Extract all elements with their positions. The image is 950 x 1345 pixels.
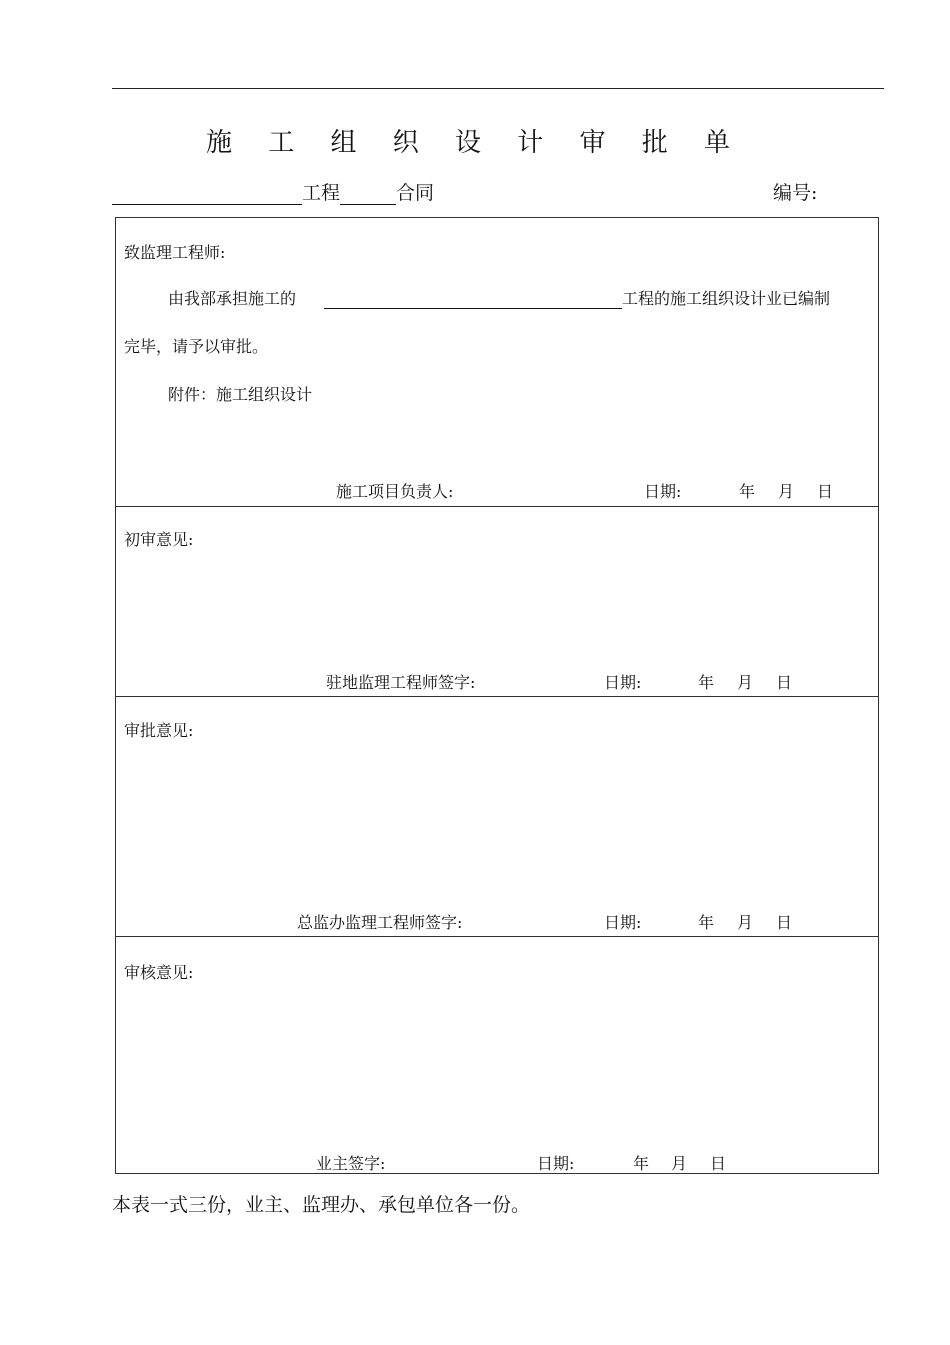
form-title: 施 工 组 织 设 计 审 批 单: [205, 128, 745, 158]
date-label: 日期:: [604, 673, 642, 692]
contract-blank[interactable]: [340, 184, 396, 205]
body-prefix: 由我部承担施工的: [168, 289, 297, 308]
month-label: 月: [778, 482, 795, 501]
day-label: 日: [776, 913, 793, 932]
project-name-field[interactable]: [324, 290, 622, 309]
date-label: 日期:: [604, 913, 642, 932]
footnote: 本表一式三份，业主、监理办、承包单位各一份。: [112, 1194, 531, 1216]
addressee: 致监理工程师:: [124, 243, 226, 262]
body-line2: 完毕，请予以审批。: [124, 337, 269, 356]
day-label: 日: [776, 673, 793, 692]
body-suffix: 工程的施工组织设计业已编制: [622, 289, 831, 308]
top-rule: [112, 88, 884, 89]
signer-label: 施工项目负责人:: [336, 482, 454, 501]
project-name-blank[interactable]: [112, 184, 302, 205]
section-heading: 审核意见:: [124, 963, 194, 982]
year-label: 年: [698, 913, 715, 932]
signer-label: 驻地监理工程师签字:: [326, 673, 476, 692]
approval-form: [115, 217, 879, 1174]
contract-suffix: 合同: [396, 182, 435, 204]
year-label: 年: [633, 1154, 650, 1173]
year-label: 年: [739, 482, 756, 501]
date-label: 日期:: [537, 1154, 575, 1173]
date-label: 日期:: [644, 482, 682, 501]
month-label: 月: [737, 673, 754, 692]
month-label: 月: [671, 1154, 688, 1173]
month-label: 月: [737, 913, 754, 932]
day-label: 日: [710, 1154, 727, 1173]
project-suffix: 工程: [302, 182, 341, 204]
attachment-note: 附件：施工组织设计: [168, 385, 313, 404]
day-label: 日: [817, 482, 834, 501]
project-contract-line: [112, 178, 434, 205]
audit-opinion-section: [116, 937, 878, 1175]
approval-opinion-section: [116, 697, 878, 937]
section-heading: 初审意见:: [124, 530, 194, 549]
preliminary-review-section: [116, 507, 878, 697]
signer-label: 总监办监理工程师签字:: [297, 913, 463, 932]
year-label: 年: [698, 673, 715, 692]
section-heading: 审批意见:: [124, 721, 194, 740]
signer-label: 业主签字:: [316, 1154, 386, 1173]
number-label: 编号:: [773, 182, 818, 204]
application-section: [116, 218, 878, 507]
